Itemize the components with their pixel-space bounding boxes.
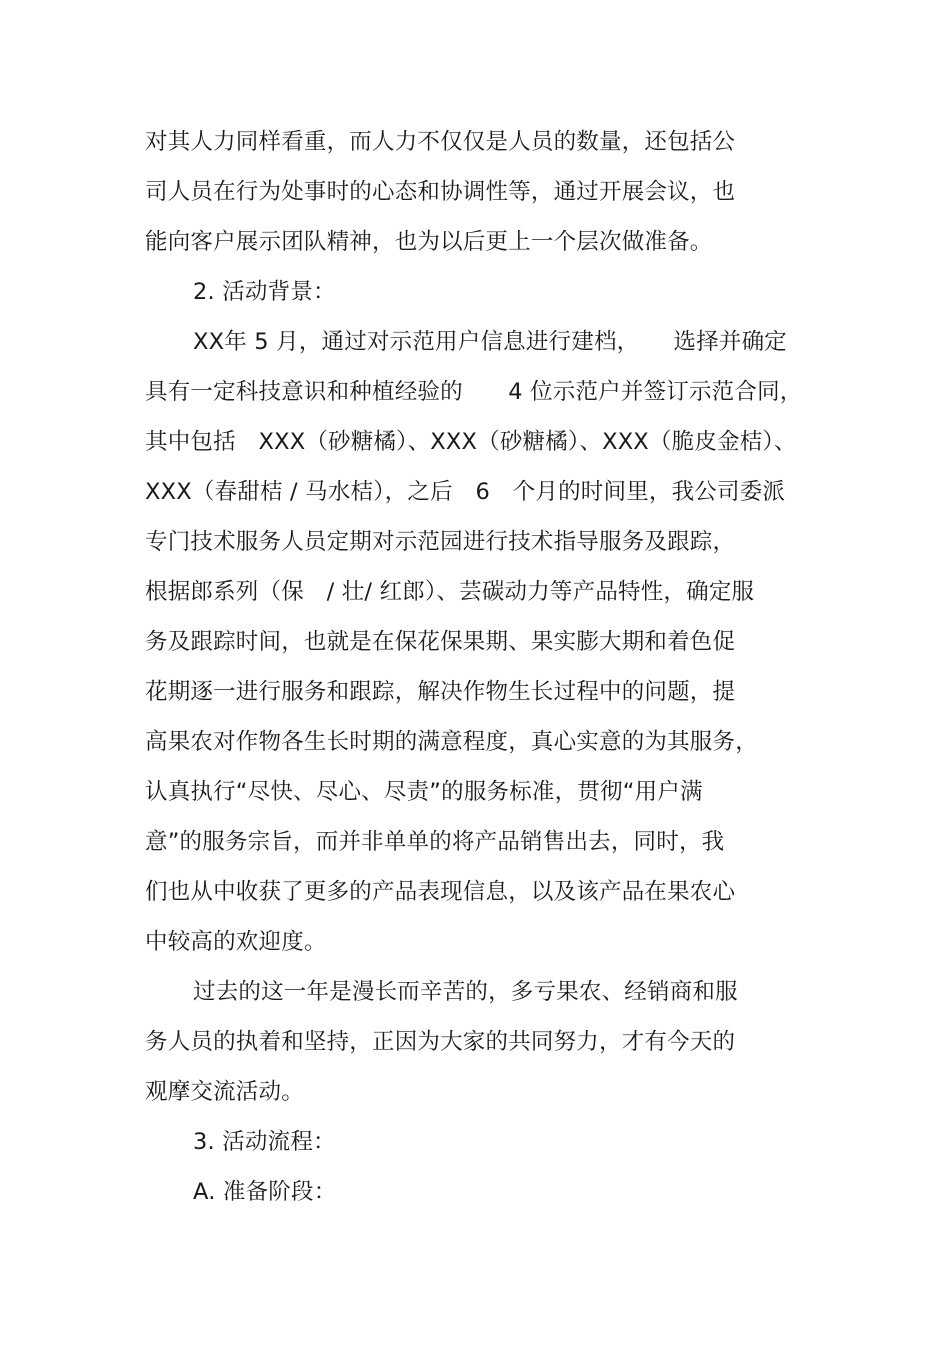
paragraph-line: 中较高的欢迎度。 (145, 929, 327, 955)
section-heading: 2. 活动背景： (193, 279, 336, 305)
paragraph-line: 对其人力同样看重，而人力不仅仅是人员的数量，还包括公 (145, 129, 736, 155)
paragraph-line: 高果农对作物各生长时期的满意程度，真心实意的为其服务， (145, 729, 758, 755)
paragraph-line: 观摩交流活动。 (145, 1079, 304, 1105)
paragraph-line: 意”的服务宗旨，而并非单单的将产品销售出去，同时，我 (145, 829, 725, 855)
paragraph-line: 司人员在行为处事时的心态和协调性等，通过开展会议，也 (145, 179, 736, 205)
paragraph-line: 务人员的执着和坚持，正因为大家的共同努力，才有今天的 (145, 1029, 736, 1055)
subsection-heading: A. 准备阶段： (193, 1179, 337, 1205)
section-heading: 3. 活动流程： (193, 1129, 336, 1155)
paragraph-line: 专门技术服务人员定期对示范园进行技术指导服务及跟踪， (145, 529, 736, 555)
paragraph-line: XX年 5 月，通过对示范用户信息进行建档， 选择并确定 (193, 329, 787, 355)
paragraph-line: 花期逐一进行服务和跟踪，解决作物生长过程中的问题，提 (145, 679, 736, 705)
paragraph-line: 根据郎系列（保 / 壮/ 红郎）、芸碳动力等产品特性，确定服 (145, 579, 755, 605)
paragraph-line: 过去的这一年是漫长而辛苦的，多亏果农、经销商和服 (193, 979, 738, 1005)
paragraph-line: 其中包括 XXX（砂糖橘）、XXX（砂糖橘）、XXX（脆皮金桔）、 (145, 429, 797, 455)
paragraph-line: 认真执行“尽快、尽心、尽责”的服务标准，贯彻“用户满 (145, 779, 703, 805)
paragraph-line: 们也从中收获了更多的产品表现信息，以及该产品在果农心 (145, 879, 736, 905)
paragraph-line: 具有一定科技意识和种植经验的 4 位示范户并签订示范合同， (145, 379, 803, 405)
paragraph-line: XXX（春甜桔 / 马水桔），之后 6 个月的时间里，我公司委派 (145, 479, 786, 505)
paragraph-line: 能向客户展示团队精神，也为以后更上一个层次做准备。 (145, 229, 713, 255)
paragraph-line: 务及跟踪时间，也就是在保花保果期、果实膨大期和着色促 (145, 629, 736, 655)
